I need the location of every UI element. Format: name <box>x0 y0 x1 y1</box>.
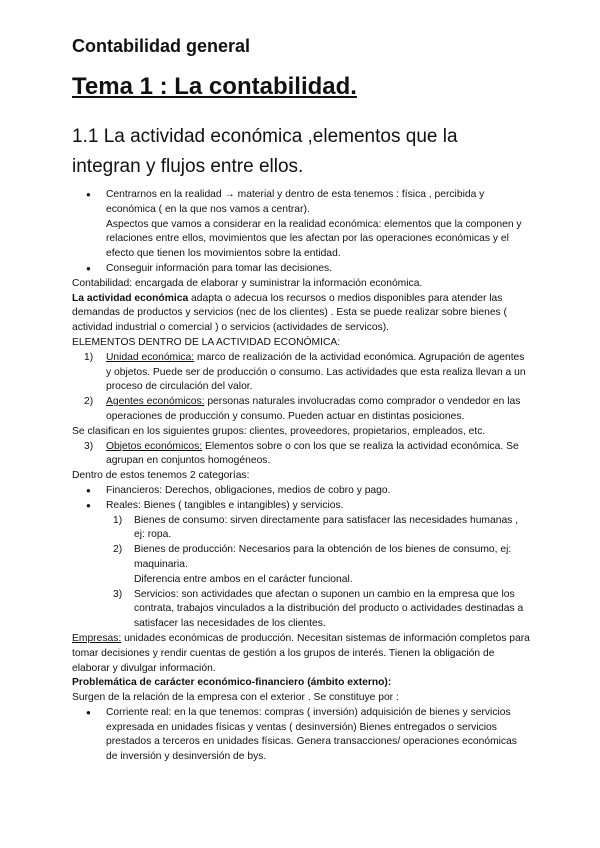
item-description: personas naturales involucradas como comprador o vendedor en las operaciones de producción y consumo. Pueden actuar en distintas posiciones. <box>106 396 521 422</box>
bullet-text: ● Financieros: Derechos, obligaciones, medios de cobro y pago. <box>106 484 391 496</box>
list-item <box>113 543 530 587</box>
item-description: Elementos sobre o con los que se realiza la actividad económica. Se agrupan en conjuntos homogéneos. <box>106 440 519 467</box>
item-text: Bienes de consumo: sirven directamente para satisfacer las necesidades humanas , ej: ropa. <box>134 514 519 541</box>
list-item <box>106 188 530 262</box>
item-text: Bienes de producción: Necesarios para la obtención de los bienes de consumo, ej: maquinaria. <box>134 544 512 570</box>
corriente-list <box>72 706 530 765</box>
categorias-intro: Dentro de estos tenemos 2 categorías: <box>72 470 250 482</box>
elementos-heading: ELEMENTOS DENTRO DE LA ACTIVIDAD ECONÓMICA: <box>72 336 341 348</box>
bullet-text: ● Reales: Bienes ( tangibles e intangibles) y servicios. <box>106 499 344 511</box>
list-item <box>106 484 530 499</box>
bullet-text: ● Centrarnos en la realidad → material y dentro de esta tenemos : física , percibida y económica ( en la que nos vamos a centrar). <box>106 189 485 215</box>
item-number: 2) <box>113 544 123 556</box>
elementos-list <box>72 351 530 425</box>
contabilidad-definition: Contabilidad: encargada de elaborar y suministrar la información económica. <box>72 277 423 289</box>
section-title: 1.1 La actividad económica ,elementos que la integran y flujos entre ellos. <box>72 126 458 177</box>
item-description: marco de realización de la actividad económica. Agrupación de agentes y objetos. Puede ser de producción o consumo. Las actividades que esta realiza llevan a un proceso de circulación del valor. <box>106 351 526 393</box>
reales-sublist <box>72 514 530 632</box>
actividad-term: La actividad económica <box>72 292 189 304</box>
surgen-paragraph: Surgen de la relación de la empresa con el exterior . Se constituye por : <box>72 692 399 704</box>
bullet-text: ● Corriente real: en la que tenemos: compras ( inversión) adquisición de bienes y servicios expresada en unidades físicas y ventas ( desinversión) Bienes entregados o servicios prestados a terceros en unidades físicas. Genera transacciones/ operaciones económicas de inversión y desinversión de bys. <box>106 706 517 763</box>
item-term: Agentes económicos: <box>106 396 205 408</box>
item-text <box>106 395 530 425</box>
list-item <box>106 262 530 277</box>
list-item <box>84 351 530 395</box>
item-text-extra: Diferencia entre ambos en el carácter funcional. <box>134 573 353 585</box>
elementos-list-continued <box>72 440 530 470</box>
bullet-text: ● Conseguir información para tomar las decisiones. <box>106 262 333 274</box>
item-text <box>106 351 530 395</box>
item-term: Objetos económicos: <box>106 440 203 452</box>
item-number: 3) <box>113 588 123 600</box>
list-item <box>106 499 530 514</box>
item-text: Servicios: son actividades que afectan o suponen un cambio en la empresa que los contrata, trabajos vinculados a la distribución del producto o actividades destinadas a satisfacer las necesidades de los clientes. <box>134 588 524 630</box>
item-number: 2) <box>84 396 94 408</box>
empresas-term: Empresas: <box>72 632 122 644</box>
list-item <box>113 514 530 544</box>
bullet-text-continued: Aspectos que vamos a considerar en la realidad económica: elementos que la componen y relaciones entre ellos, movimientos que les afectan por las operaciones económicas y el efecto que tienen los movimientos sobre la entidad. <box>106 218 522 260</box>
empresas-text: unidades económicas de producción. Necesitan sistemas de información completos para tomar decisiones y rendir cuentas de gestión a los grupos de interés. Tienen la obligación de elaborar y divulgar información. <box>72 632 530 674</box>
list-item <box>84 395 530 425</box>
actividad-text: adapta o adecua los recursos o medios disponibles para atender las demandas de productos y servicios (nec de los clientes) . Esta se puede realizar sobre bienes ( actividad industrial o comercial ) o servicios (actividades de servicos). <box>72 292 507 334</box>
empresas-paragraph <box>72 632 530 676</box>
item-number: 1) <box>113 514 123 526</box>
item-term: Unidad económica: <box>106 351 195 363</box>
problematica-heading <box>72 676 530 691</box>
list-item <box>106 706 530 765</box>
clasifican-paragraph: Se clasifican en los siguientes grupos: clientes, proveedores, propietarios, empleados, etc. <box>72 425 486 437</box>
item-number: 1) <box>84 351 94 363</box>
tema-title: Tema 1 : La contabilidad. <box>72 73 357 100</box>
problematica-heading-text: Problemática de carácter económico-financiero (ámbito externo): <box>72 677 392 689</box>
item-text <box>106 440 530 470</box>
list-item <box>113 588 530 632</box>
actividad-paragraph <box>72 292 530 336</box>
item-number: 3) <box>84 440 94 452</box>
intro-bullet-list <box>72 188 530 277</box>
list-item <box>84 440 530 470</box>
document-title: Contabilidad general <box>72 36 251 56</box>
categorias-list <box>72 484 530 514</box>
